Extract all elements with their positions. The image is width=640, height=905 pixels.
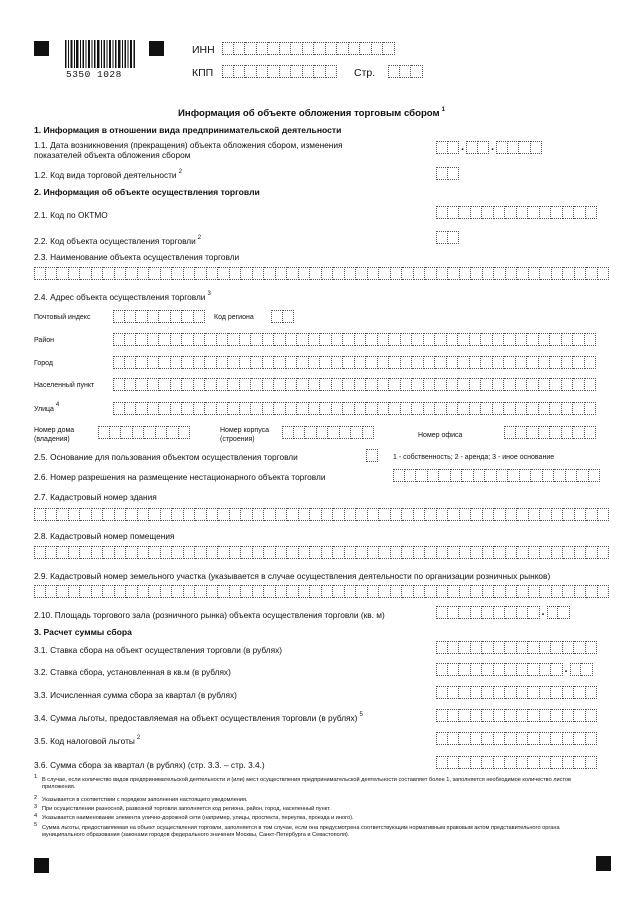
usage-basis-field[interactable] bbox=[366, 449, 378, 462]
footnote-2-text: Указывается в соответствии с порядком заполнения настоящего уведомления. bbox=[42, 797, 248, 803]
house-number-label: Номер дома (владения) bbox=[34, 427, 75, 443]
footnote-4-number: 4 bbox=[34, 813, 38, 819]
city-label: Город bbox=[34, 360, 53, 367]
page-label: Стр. bbox=[354, 67, 376, 79]
registration-mark-top-left bbox=[34, 41, 49, 56]
registration-mark-top-right bbox=[149, 41, 164, 56]
item-3-3-label: 3.3. Исчисленная сумма сбора за квартал (в рублях) bbox=[34, 690, 237, 700]
inn-label: ИНН bbox=[192, 44, 215, 56]
item-3-6-label: 3.6. Сумма сбора за квартал (в рублях) (стр. 3.3. – стр. 3.4.) bbox=[34, 760, 265, 770]
footnote-3-number: 3 bbox=[34, 804, 38, 810]
trade-object-code-field[interactable] bbox=[436, 231, 459, 244]
land-cadastral-field[interactable] bbox=[34, 585, 609, 598]
kpp-field[interactable] bbox=[222, 65, 337, 78]
section-1-heading: 1. Информация в отношении вида предпринимательской деятельности bbox=[34, 125, 342, 135]
date-field[interactable]: . . bbox=[436, 141, 542, 154]
item-2-7-label: 2.7. Кадастровый номер здания bbox=[34, 492, 157, 502]
building-number-label: Номер корпуса (строения) bbox=[220, 427, 270, 443]
office-number-field[interactable] bbox=[504, 426, 596, 439]
registration-mark-bottom-left bbox=[34, 858, 49, 873]
section-2-heading: 2. Информация об объекте осуществления торговли bbox=[34, 187, 260, 197]
footnote-3-text: При осуществлении разносной, развозной торговли заполняется код региона, район, город, населенный пункт. bbox=[42, 806, 331, 812]
barcode-number: 5350 1028 bbox=[66, 69, 122, 80]
item-2-2-label: 2.2. Код объекта осуществления торговли $^2$ bbox=[34, 235, 202, 246]
oktmo-field[interactable] bbox=[436, 206, 597, 219]
item-2-8-label: 2.8. Кадастровый номер помещения bbox=[34, 531, 175, 541]
quarter-amount-field[interactable] bbox=[436, 756, 597, 769]
item-2-1-label: 2.1. Код по ОКТМО bbox=[34, 210, 108, 220]
item-1-1-label: 1.1. Дата возникновения (прекращения) объекта обложения сбором, изменения показателей объекта обложения сбором bbox=[34, 140, 343, 160]
form-title: Информация об объекте обложения торговым сбором $^1$ bbox=[178, 107, 445, 119]
item-2-10-label: 2.10. Площадь торгового зала (розничного рынка) объекта осуществления торговли (кв. м) bbox=[34, 610, 385, 620]
item-3-5-label: 3.5. Код налоговой льготы $^2$ bbox=[34, 735, 141, 746]
item-3-1-label: 3.1. Ставка сбора на объект осуществления торговли (в рублях) bbox=[34, 645, 283, 655]
item-2-6-label: 2.6. Номер разрешения на размещение нестационарного объекта торговли bbox=[34, 472, 326, 482]
benefit-amount-field[interactable] bbox=[436, 709, 597, 722]
item-3-2-label: 3.2. Ставка сбора, установленная в кв.м (в рублях) bbox=[34, 667, 231, 677]
footnote-1-number: 1 bbox=[34, 774, 38, 780]
street-field[interactable] bbox=[113, 402, 596, 415]
usage-basis-hint: 1 - собственность; 2 - аренда; 3 - иное основание bbox=[393, 454, 555, 461]
district-field[interactable] bbox=[113, 333, 596, 346]
footnote-2-number: 2 bbox=[34, 795, 38, 801]
page-number-field[interactable] bbox=[388, 65, 423, 78]
item-2-3-label: 2.3. Наименование объекта осуществления торговли bbox=[34, 252, 240, 262]
item-2-5-label: 2.5. Основание для пользования объектом осуществления торговли bbox=[34, 452, 298, 462]
trade-object-name-field[interactable] bbox=[34, 267, 609, 280]
district-label: Район bbox=[34, 337, 54, 344]
postal-index-field[interactable] bbox=[113, 310, 205, 323]
building-number-field[interactable] bbox=[282, 426, 374, 439]
street-label: Улица4 bbox=[34, 402, 60, 413]
item-3-4-label: 3.4. Сумма льготы, предоставляемая на объект осуществления торговли (в рублях) $^5$ bbox=[34, 712, 363, 723]
trade-type-code-field[interactable] bbox=[436, 167, 459, 180]
office-number-label: Номер офиса bbox=[418, 432, 463, 439]
floor-area-field[interactable]: . bbox=[436, 606, 570, 619]
postal-index-label: Почтовый индекс bbox=[34, 314, 91, 321]
item-2-9-label: 2.9. Кадастровый номер земельного участка (указывается в случае осуществления деятельности по организации розничных рынков) bbox=[34, 571, 551, 581]
settlement-field[interactable] bbox=[113, 378, 596, 391]
calculated-amount-field[interactable] bbox=[436, 686, 597, 699]
inn-field[interactable] bbox=[222, 42, 395, 55]
footnote-5-text: Сумма льготы, предоставляемая на объект осуществления торговли, заполняется в том случае, если она предусмотрена соответствующим нормативным правовым актом представительного органа муниципального образования (законами городов федерального значения Москвы, Санкт-Петербурга и Севастополя). bbox=[42, 825, 560, 838]
city-field[interactable] bbox=[113, 356, 596, 369]
premises-cadastral-field[interactable] bbox=[34, 546, 609, 559]
footnote-5-number: 5 bbox=[34, 822, 38, 828]
region-code-label: Код региона bbox=[214, 314, 254, 321]
building-cadastral-field[interactable] bbox=[34, 508, 609, 521]
rate-per-object-field[interactable] bbox=[436, 641, 597, 654]
region-code-field[interactable] bbox=[271, 310, 294, 323]
rate-per-sqm-field[interactable]: . bbox=[436, 663, 593, 676]
item-1-2-label: 1.2. Код вида торговой деятельности $^2$ bbox=[34, 169, 182, 180]
permit-number-field[interactable] bbox=[393, 469, 600, 482]
house-number-field[interactable] bbox=[98, 426, 190, 439]
item-2-4-label: 2.4. Адрес объекта осуществления торговли $^3$ bbox=[34, 291, 211, 302]
registration-mark-bottom-right bbox=[596, 856, 611, 871]
footnote-4-text: Указывается наименование элемента улично-дорожной сети (например, улицы, проспекта, переулка, проезда и иного). bbox=[42, 815, 354, 821]
section-3-heading: 3. Расчет суммы сбора bbox=[34, 627, 132, 637]
settlement-label: Населенный пункт bbox=[34, 382, 95, 389]
footnote-1-text: В случае, если количество видов предпринимательской деятельности и (или) мест осуществления предпринимательской деятельности составляет более 1, заполняется необходимое количество листов приложения. bbox=[42, 777, 572, 790]
tax-benefit-code-field[interactable] bbox=[436, 732, 597, 745]
kpp-label: КПП bbox=[192, 67, 214, 79]
